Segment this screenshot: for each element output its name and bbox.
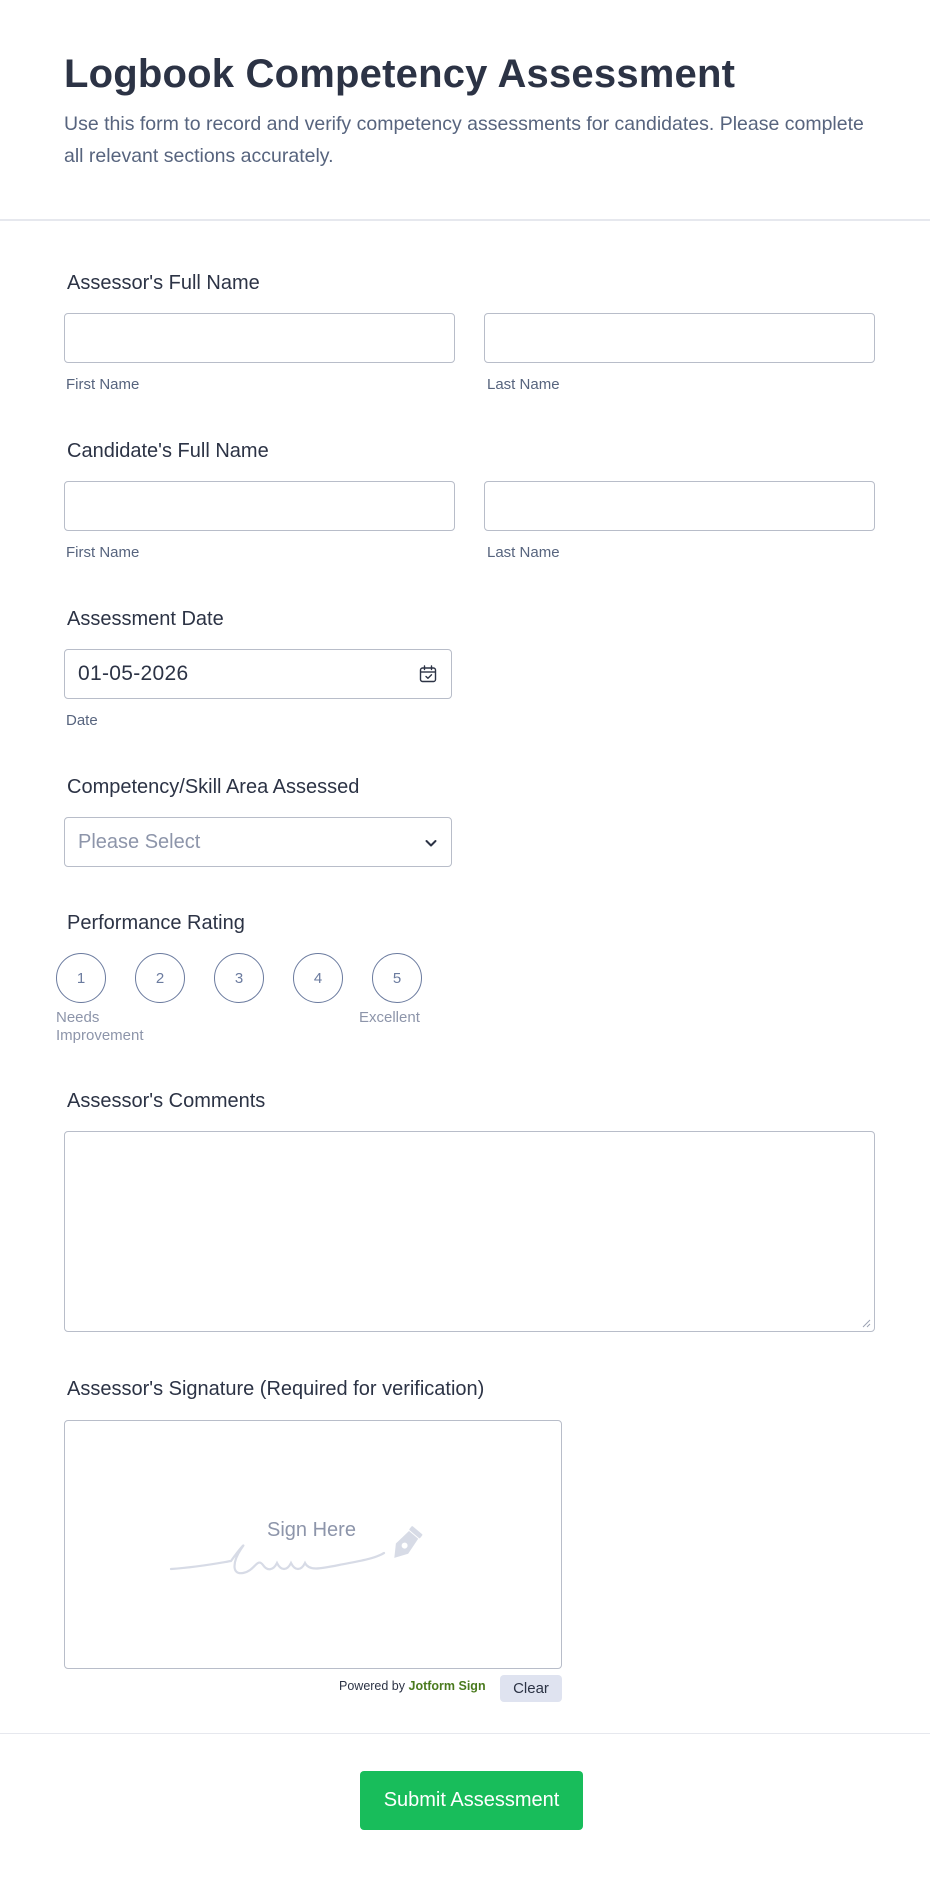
resize-grip-icon[interactable] [861,1318,871,1328]
calendar-icon[interactable] [418,664,438,684]
assessor-first-name-sublabel: First Name [66,376,140,393]
chevron-down-icon [423,835,439,851]
candidate-first-name-input[interactable] [64,481,455,531]
competency-label: Competency/Skill Area Assessed [67,776,360,798]
signature-pad[interactable] [64,1420,562,1669]
candidate-name-label: Candidate's Full Name [67,440,269,462]
form-header [0,0,930,221]
candidate-last-name-input[interactable] [484,481,875,531]
assessment-date-sublabel: Date [66,712,98,729]
rating-option-4[interactable]: 4 [293,953,343,1003]
signature-placeholder: Sign Here [267,1519,356,1541]
rating-option-1[interactable]: 1 [56,953,106,1003]
powered-by-label: Powered by [339,1679,406,1693]
rating-high-caption: Excellent [359,1009,420,1026]
rating-option-3[interactable]: 3 [214,953,264,1003]
performance-rating-label: Performance Rating [67,912,245,934]
competency-select[interactable] [64,817,452,867]
comments-textarea[interactable] [64,1131,875,1332]
candidate-last-name-sublabel: Last Name [487,544,560,561]
rating-option-2[interactable]: 2 [135,953,185,1003]
assessment-date-input[interactable] [64,649,452,699]
jotform-sign-link[interactable]: Jotform Sign [408,1679,486,1693]
competency-placeholder: Please Select [78,831,201,853]
assessment-date-label: Assessment Date [67,608,224,630]
candidate-first-name-sublabel: First Name [66,544,140,561]
assessor-last-name-input[interactable] [484,313,875,363]
assessor-name-label: Assessor's Full Name [67,272,260,294]
form-title: Logbook Competency Assessment [64,52,736,96]
clear-signature-button[interactable]: Clear [500,1675,562,1702]
footer-divider [0,1733,930,1734]
form-description: Use this form to record and verify competency assessments for candidates. Please complete all relevant sections accurately. [64,113,864,167]
submit-assessment-button[interactable]: Submit Assessment [360,1771,583,1830]
powered-by-text [339,1679,486,1693]
assessment-date-value: 01-05-2026 [78,662,189,685]
assessor-last-name-sublabel: Last Name [487,376,560,393]
rating-low-caption: Needs Improvement [56,1009,144,1044]
assessor-first-name-input[interactable] [64,313,455,363]
signature-label: Assessor's Signature (Required for verification) [67,1378,485,1400]
comments-label: Assessor's Comments [67,1090,266,1112]
rating-option-5[interactable]: 5 [372,953,422,1003]
